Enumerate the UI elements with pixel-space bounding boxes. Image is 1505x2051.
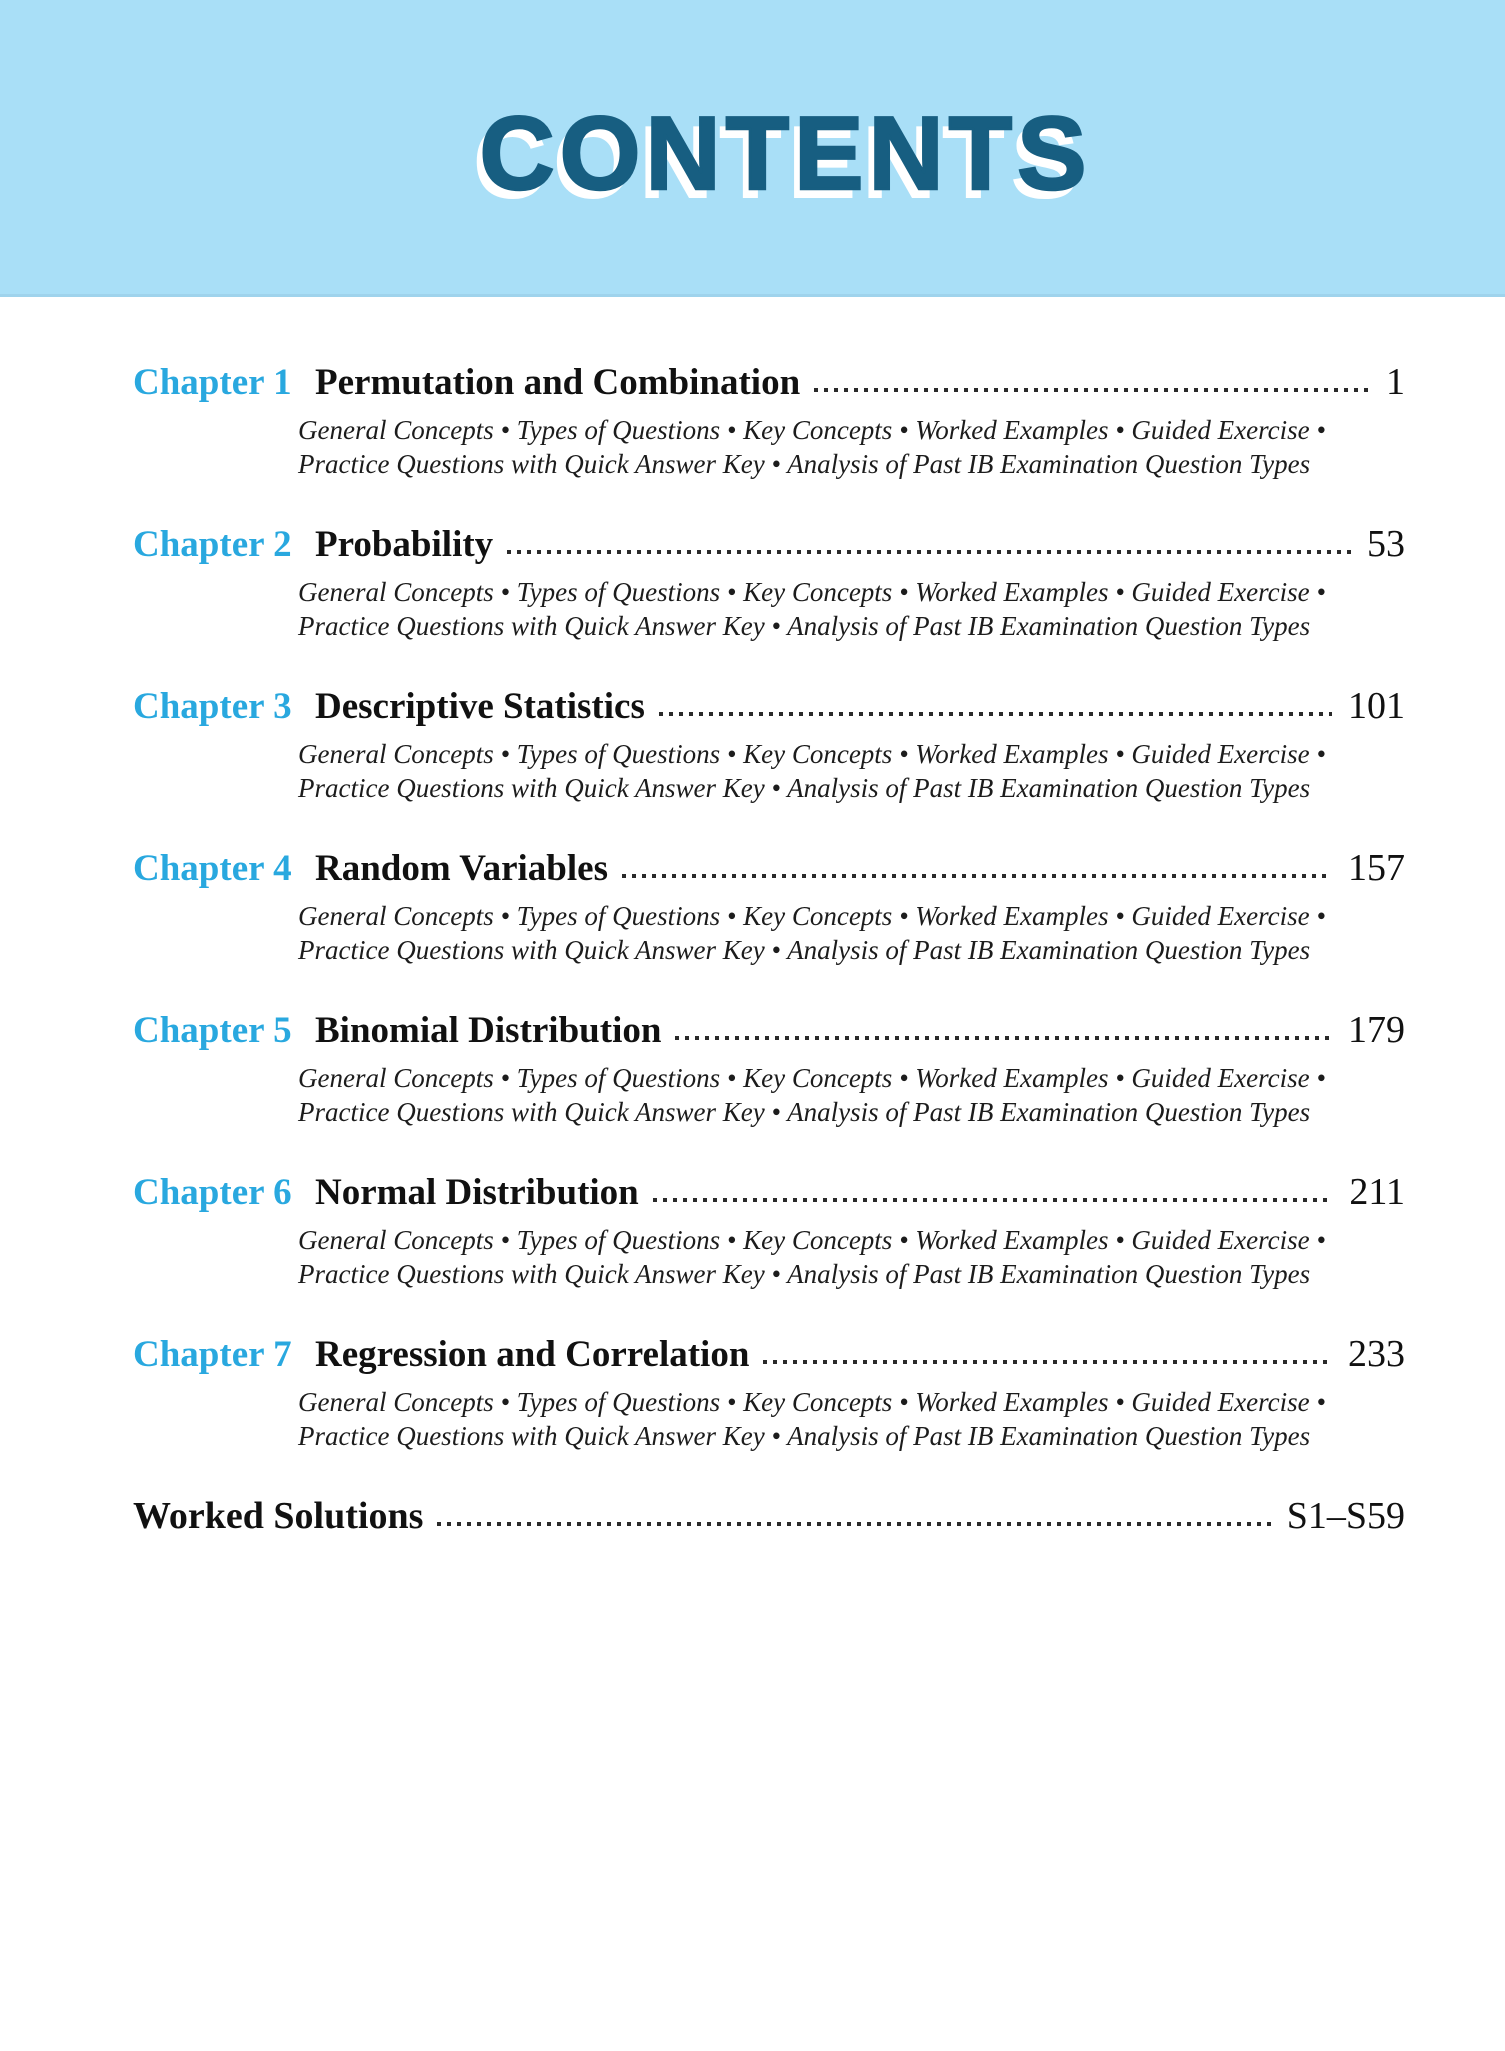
page-number: 157 <box>1348 847 1405 889</box>
dotted-leader <box>622 874 1332 880</box>
toc-entry-head <box>133 521 1405 568</box>
chapter-title: Random Variables <box>315 848 608 889</box>
toc-entry-chapter-1 <box>133 359 1405 481</box>
dotted-leader <box>437 1522 1270 1528</box>
worked-solutions-title: Worked Solutions <box>133 1495 424 1537</box>
chapter-label: Chapter 4 <box>133 848 292 889</box>
description-line-1: General Concepts • Types of Questions • Key Concepts • Worked Examples • Guided Exercise • <box>298 1387 1326 1417</box>
description-line-2: Practice Questions with Quick Answer Key • Analysis of Past IB Examination Question Types <box>298 935 1311 965</box>
toc-entry-head <box>133 1007 1405 1054</box>
toc-entry-head <box>133 1331 1405 1378</box>
dotted-leader <box>659 712 1332 718</box>
dotted-leader <box>763 1360 1332 1366</box>
description-line-1: General Concepts • Types of Questions • Key Concepts • Worked Examples • Guided Exercise • <box>298 1063 1326 1093</box>
toc-entry-head <box>133 1169 1405 1216</box>
toc-entry-chapter-4 <box>133 845 1405 967</box>
toc-entry-chapter-5 <box>133 1007 1405 1129</box>
chapter-label: Chapter 3 <box>133 686 292 727</box>
dotted-leader <box>675 1036 1332 1042</box>
chapter-description <box>298 413 1405 481</box>
chapter-label: Chapter 5 <box>133 1010 292 1051</box>
chapter-title: Probability <box>315 524 494 565</box>
chapter-description <box>298 899 1405 967</box>
description-line-2: Practice Questions with Quick Answer Key • Analysis of Past IB Examination Question Types <box>298 773 1311 803</box>
toc-entry-head <box>133 359 1405 406</box>
description-line-1: General Concepts • Types of Questions • Key Concepts • Worked Examples • Guided Exercise • <box>298 415 1326 445</box>
page-title: CONTENTS <box>479 96 1092 212</box>
header-banner <box>0 0 1505 297</box>
page-number: 179 <box>1348 1009 1405 1051</box>
description-line-1: General Concepts • Types of Questions • Key Concepts • Worked Examples • Guided Exercise • <box>298 739 1326 769</box>
description-line-2: Practice Questions with Quick Answer Key • Analysis of Past IB Examination Question Types <box>298 611 1311 641</box>
chapter-description <box>298 575 1405 643</box>
toc-entry-chapter-2 <box>133 521 1405 643</box>
chapter-description <box>298 1223 1405 1291</box>
dotted-leader <box>814 388 1370 394</box>
page-number: 1 <box>1386 361 1405 403</box>
chapter-title: Regression and Correlation <box>315 1334 750 1375</box>
chapter-title: Permutation and Combination <box>315 362 801 403</box>
page-number: S1–S59 <box>1286 1495 1405 1537</box>
page-number: 53 <box>1367 523 1405 565</box>
toc-entry-chapter-7 <box>133 1331 1405 1453</box>
chapter-label: Chapter 7 <box>133 1334 292 1375</box>
chapter-description <box>298 1061 1405 1129</box>
toc-entry-head <box>133 845 1405 892</box>
chapter-title: Descriptive Statistics <box>315 686 645 727</box>
description-line-2: Practice Questions with Quick Answer Key • Analysis of Past IB Examination Question Types <box>298 1097 1311 1127</box>
chapter-description <box>298 1385 1405 1453</box>
description-line-2: Practice Questions with Quick Answer Key • Analysis of Past IB Examination Question Types <box>298 1259 1311 1289</box>
chapter-label: Chapter 2 <box>133 524 292 565</box>
description-line-2: Practice Questions with Quick Answer Key • Analysis of Past IB Examination Question Types <box>298 449 1311 479</box>
toc-entry-chapter-3 <box>133 683 1405 805</box>
toc-entry-chapter-6 <box>133 1169 1405 1291</box>
chapter-description <box>298 737 1405 805</box>
page-number: 211 <box>1349 1171 1405 1213</box>
toc-entry-head <box>133 683 1405 730</box>
page-number: 101 <box>1348 685 1405 727</box>
description-line-2: Practice Questions with Quick Answer Key • Analysis of Past IB Examination Question Types <box>298 1421 1311 1451</box>
page-number: 233 <box>1348 1333 1405 1375</box>
chapter-title: Binomial Distribution <box>315 1010 662 1051</box>
description-line-1: General Concepts • Types of Questions • Key Concepts • Worked Examples • Guided Exercise • <box>298 577 1326 607</box>
chapter-label: Chapter 1 <box>133 362 292 403</box>
table-of-contents <box>133 359 1405 1539</box>
dotted-leader <box>507 550 1351 556</box>
toc-entry-worked-solutions <box>133 1493 1405 1539</box>
chapter-title: Normal Distribution <box>315 1172 639 1213</box>
description-line-1: General Concepts • Types of Questions • Key Concepts • Worked Examples • Guided Exercise • <box>298 1225 1326 1255</box>
chapter-label: Chapter 6 <box>133 1172 292 1213</box>
description-line-1: General Concepts • Types of Questions • Key Concepts • Worked Examples • Guided Exercise • <box>298 901 1326 931</box>
toc-entry-head <box>133 1493 1405 1539</box>
dotted-leader <box>653 1198 1334 1204</box>
